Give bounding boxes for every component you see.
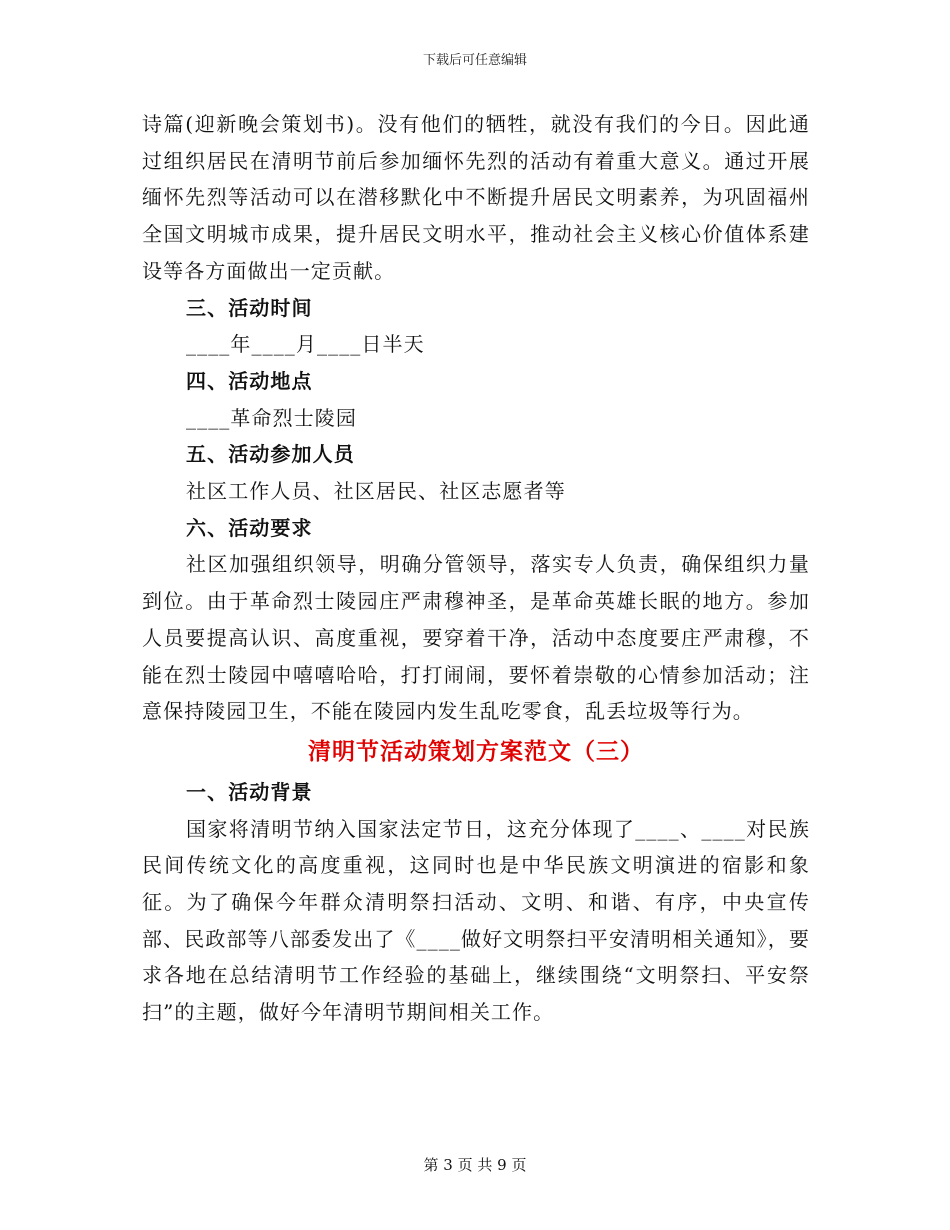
section-text-time: ____年____月____日半天 xyxy=(186,332,425,357)
section-heading-participants: 五、活动参加人员 xyxy=(186,442,355,467)
section-text-participants: 社区工作人员、社区居民、社区志愿者等 xyxy=(186,479,566,504)
section-heading-background: 一、活动背景 xyxy=(186,779,313,804)
section-heading-location: 四、活动地点 xyxy=(186,368,313,393)
section-text-background: 国家将清明节纳入国家法定节日，这充分体现了____、____对民族民间传统文化的高度重视，这同时也是中华民族文明演进的宿影和象征。为了确保今年群众清明祭扫活动、文明、和谐、有序，中央宣传部、民政部等八部委发出了《____做好文明祭扫平安清明相关通知》，要求各地在总结清明节工作经验的基础上，继续围绕“文明祭扫、平安祭扫”的主题，做好今年清明节期间相关工作。 xyxy=(142,816,810,1025)
section-text-requirements: 社区加强组织领导，明确分管领导，落实专人负责，确保组织力量到位。由于革命烈士陵园庄严肃穆神圣，是革命英雄长眠的地方。参加人员要提高认识、高度重视，要穿着干净，活动中态度要庄严肃穆，不能在烈士陵园中嘻嘻哈哈，打打闹闹，要怀着崇敬的心情参加活动；注意保持陵园卫生，不能在陵园内发生乱吃零食，乱丢垃圾等行为。 xyxy=(142,552,810,724)
page-footer: 第 3 页 共 9 页 xyxy=(423,1156,527,1174)
section-text-location: ____革命烈士陵园 xyxy=(186,405,357,430)
page-header: 下载后可任意编辑 xyxy=(422,53,527,68)
document-body xyxy=(142,106,810,1031)
section-heading-requirements: 六、活动要求 xyxy=(186,515,313,540)
document-title-part-three: 清明节活动策划方案范文（三） xyxy=(308,737,644,765)
section-heading-time: 三、活动时间 xyxy=(186,295,313,320)
intro-continuation-paragraph: 诗篇(迎新晚会策划书)。没有他们的牺牲，就没有我们的今日。因此通过组织居民在清明节前后参加缅怀先烈的活动有着重大意义。通过开展缅怀先烈等活动可以在潜移默化中不断提升居民文明素养，为巩固福州全国文明城市成果，提升居民文明水平，推动社会主义核心价值体系建设等各方面做出一定贡献。 xyxy=(142,112,810,283)
